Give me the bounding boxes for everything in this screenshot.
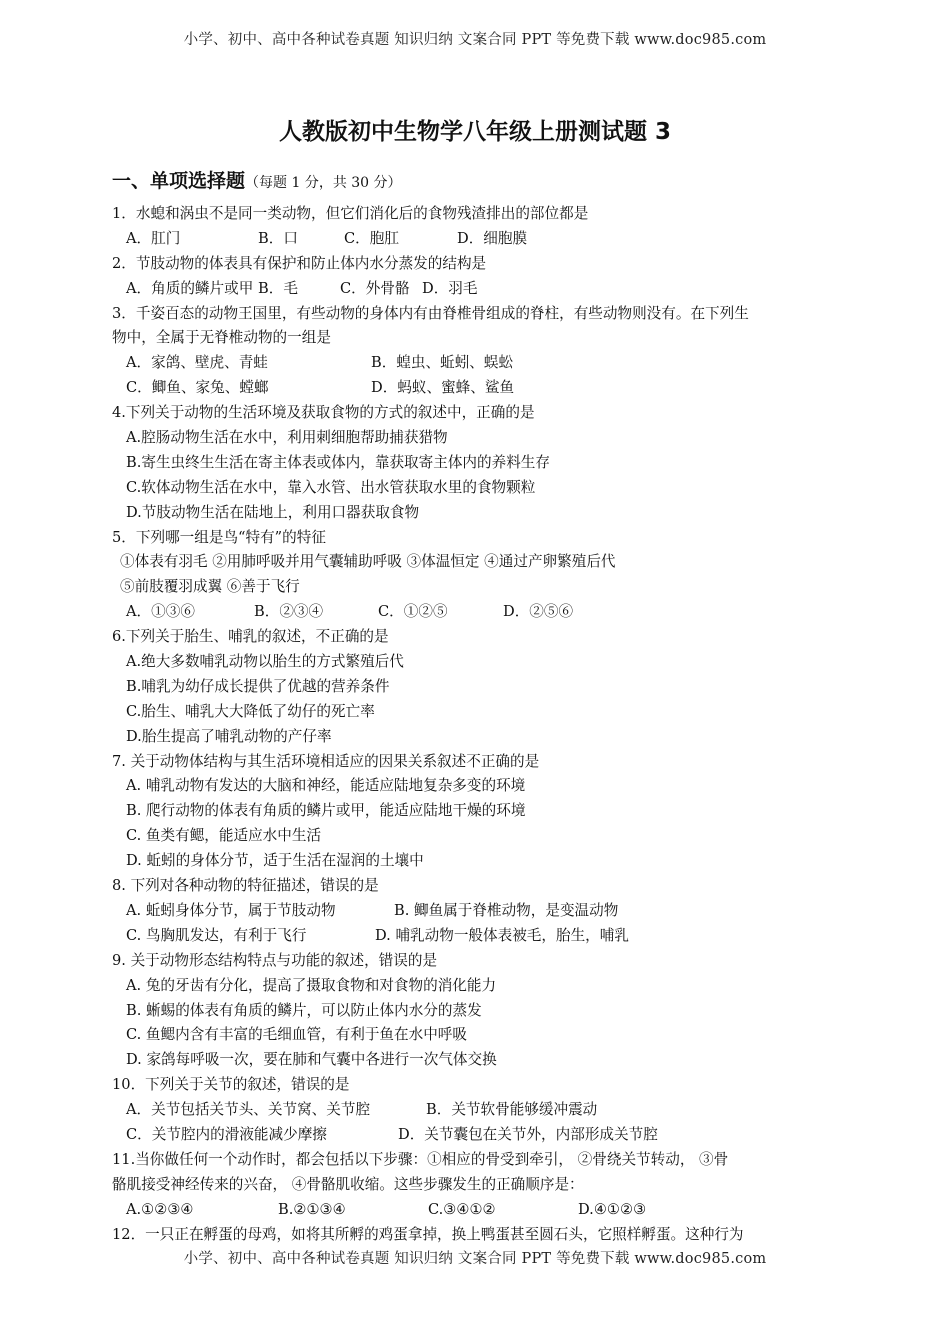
question-3-options — [112, 376, 842, 401]
option: C.胎生、哺乳大大降低了幼仔的死亡率 — [126, 702, 375, 720]
section-note: （每题 1 分，共 30 分） — [245, 175, 402, 191]
option: B. 鲫鱼属于脊椎动物，是变温动物 — [394, 901, 619, 919]
question-2-options — [112, 277, 842, 302]
question-11-stem: 11.当你做任何一个动作时，都会包括以下步骤：①相应的骨受到牵引， ②骨绕关节转动， ③骨 — [112, 1150, 729, 1168]
option: A．①③⑥ — [126, 603, 195, 621]
option: A. 兔的牙齿有分化，提高了摄取食物和对食物的消化能力 — [126, 976, 497, 994]
question-5-stem: 5．下列哪一组是鸟“特有”的特征 — [112, 528, 326, 546]
option: C.③④①② — [428, 1200, 496, 1218]
option: A．关节包括关节头、关节窝、关节腔 — [126, 1101, 371, 1119]
option: B.哺乳为幼仔成长提供了优越的营养条件 — [126, 677, 390, 695]
question-11-options — [112, 1198, 842, 1223]
option: C．鲫鱼、家兔、螳螂 — [126, 379, 269, 397]
question-3-stem-cont: 物中，全属于无脊椎动物的一组是 — [112, 329, 331, 347]
option: D．关节囊包在关节外，内部形成关节腔 — [398, 1125, 658, 1143]
option: A. 哺乳动物有发达的大脑和神经，能适应陆地复杂多变的环境 — [126, 777, 526, 795]
option: D. 蚯蚓的身体分节，适于生活在湿润的土壤中 — [126, 852, 424, 870]
option: A．家鸽、壁虎、青蛙 — [126, 354, 268, 372]
question-5-item-list: ①体表有羽毛 ②用肺呼吸并用气囊辅助呼吸 ③体温恒定 ④通过产卵繁殖后代 — [120, 553, 616, 571]
question-1-stem: 1．水螅和涡虫不是同一类动物，但它们消化后的食物残渣排出的部位都是 — [112, 205, 589, 222]
question-5-item-list: ⑤前肢覆羽成翼 ⑥善于飞行 — [120, 578, 300, 596]
question-7-stem: 7. 关于动物体结构与其生活环境相适应的因果关系叙述不正确的是 — [112, 752, 540, 770]
question-list — [112, 202, 842, 1247]
option: B. 爬行动物的体表有角质的鳞片或甲，能适应陆地干燥的环境 — [126, 802, 526, 820]
option: C. 鱼鳃内含有丰富的毛细血管，有利于鱼在水中呼吸 — [126, 1026, 467, 1044]
question-3-options — [112, 351, 842, 376]
question-6-stem: 6.下列关于胎生、哺乳的叙述，不正确的是 — [112, 628, 389, 646]
option: A.①②③④ — [126, 1200, 194, 1218]
option: A.腔肠动物生活在水中，利用刺细胞帮助捕获猎物 — [126, 429, 448, 447]
option: D．蚂蚁、蜜蜂、鲨鱼 — [371, 379, 515, 397]
question-11-stem-cont: 骼肌接受神经传来的兴奋， ④骨骼肌收缩。这些步骤发生的正确顺序是： — [112, 1175, 584, 1193]
option: B．②③④ — [254, 603, 324, 621]
question-5-options — [112, 600, 842, 625]
option: A.绝大多数哺乳动物以胎生的方式繁殖后代 — [126, 653, 404, 671]
page-header: 小学、初中、高中各种试卷真题 知识归纳 文案合同 PPT 等免费下载 www.doc985.com — [183, 32, 767, 48]
section-label: 一、单项选择题 — [112, 170, 246, 192]
page-footer: 小学、初中、高中各种试卷真题 知识归纳 文案合同 PPT 等免费下载 www.doc985.com — [183, 1251, 767, 1267]
option: D.胎生提高了哺乳动物的产仔率 — [126, 727, 332, 745]
question-10-options — [112, 1098, 842, 1123]
option: C．关节腔内的滑液能减少摩擦 — [126, 1125, 327, 1143]
question-8-stem: 8. 下列对各种动物的特征描述，错误的是 — [112, 877, 379, 895]
option: D.④①②③ — [578, 1200, 647, 1218]
option: A. 蚯蚓身体分节，属于节肢动物 — [126, 901, 336, 919]
option: C. 鱼类有鳃，能适应水中生活 — [126, 827, 322, 845]
option: D．②⑤⑥ — [503, 603, 574, 621]
option: D．细胞膜 — [457, 229, 528, 247]
question-8-options — [112, 899, 842, 924]
option: B．蝗虫、蚯蚓、蜈蚣 — [371, 354, 514, 372]
option: B．口 — [258, 229, 298, 247]
option: B.②①③④ — [278, 1200, 346, 1218]
option: B．毛 — [258, 279, 298, 297]
question-4-stem: 4.下列关于动物的生活环境及获取食物的方式的叙述中，正确的是 — [112, 404, 535, 422]
question-2-stem: 2．节肢动物的体表具有保护和防止体内水分蒸发的结构是 — [112, 254, 487, 272]
question-12-stem: 12．一只正在孵蛋的母鸡，如将其所孵的鸡蛋拿掉，换上鸭蛋甚至圆石头，它照样孵蛋。这种行为 — [112, 1225, 744, 1243]
question-10-stem: 10．下列关于关节的叙述，错误的是 — [112, 1076, 350, 1094]
question-1-options — [112, 227, 842, 252]
option: D.节肢动物生活在陆地上，利用口器获取食物 — [126, 503, 420, 521]
option: D. 哺乳动物一般体表被毛，胎生，哺乳 — [375, 926, 629, 944]
question-10-options — [112, 1123, 842, 1148]
option: A．角质的鳞片或甲 — [126, 279, 254, 297]
option: D. 家鸽每呼吸一次，要在肺和气囊中各进行一次气体交换 — [126, 1051, 497, 1069]
section-heading — [112, 166, 402, 193]
question-9-stem: 9. 关于动物形态结构特点与功能的叙述，错误的是 — [112, 951, 438, 969]
question-3-stem: 3．千姿百态的动物王国里，有些动物的身体内有由脊椎骨组成的脊柱，有些动物则没有。在下列生 — [112, 304, 749, 322]
option: D．羽毛 — [422, 279, 478, 297]
option: B.寄生虫终生生活在寄主体表或体内，靠获取寄主体内的养料生存 — [126, 453, 550, 471]
document-title: 人教版初中生物学八年级上册测试题 3 — [278, 119, 671, 145]
option: A．肛门 — [126, 229, 181, 247]
option: C.软体动物生活在水中，靠入水管、出水管获取水里的食物颗粒 — [126, 478, 536, 496]
option: B. 蜥蜴的体表有角质的鳞片，可以防止体内水分的蒸发 — [126, 1001, 482, 1019]
option: C．①②⑤ — [378, 603, 448, 621]
question-8-options — [112, 924, 842, 949]
option: C. 鸟胸肌发达，有利于飞行 — [126, 926, 307, 944]
option: C．外骨骼 — [340, 279, 410, 297]
option: B．关节软骨能够缓冲震动 — [426, 1101, 598, 1119]
option: C．胞肛 — [344, 229, 399, 247]
